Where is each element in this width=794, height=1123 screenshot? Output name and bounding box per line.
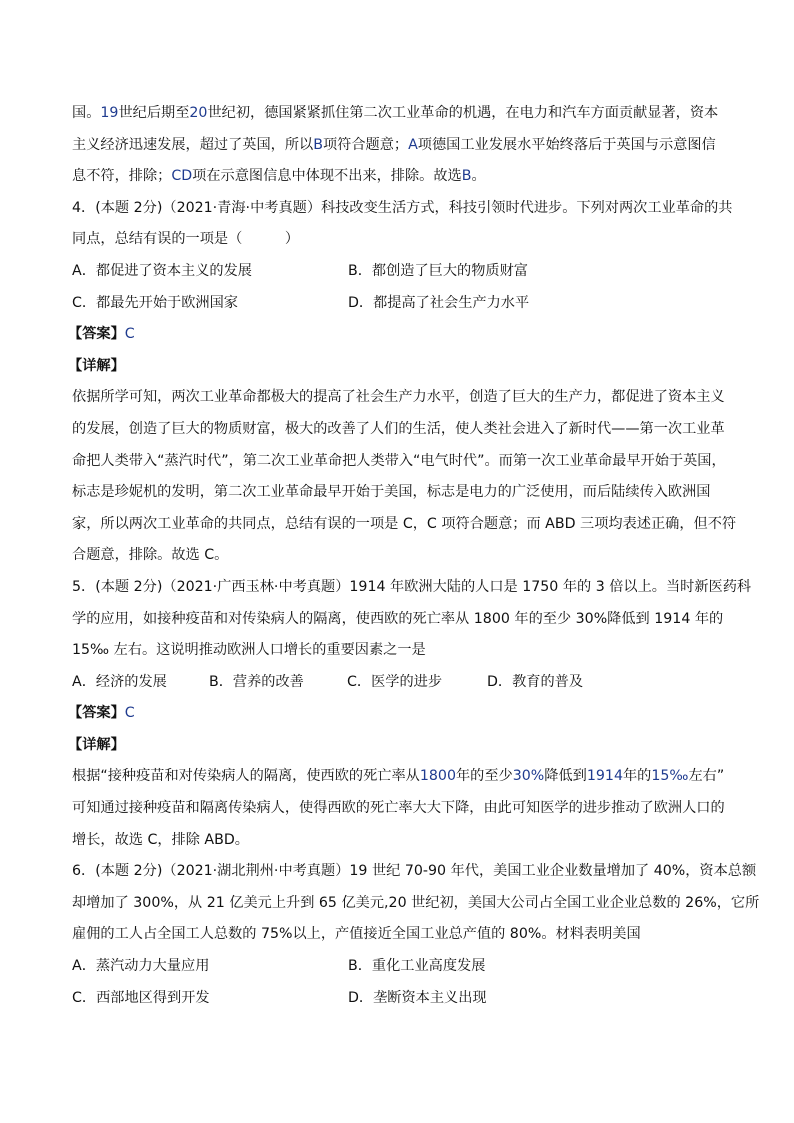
q4-stem-line-1: 4．(本题 2分)（2021·青海·中考真题）科技改变生活方式，科技引领时代进步。下列对两次工业革命的共	[72, 199, 733, 216]
text-run: 项在示意图信息中体现不出来，排除。故选	[192, 168, 462, 185]
q3-detail-line-2	[72, 130, 734, 162]
detail-tag: 【详解】	[68, 357, 125, 374]
text-run: 年的	[622, 768, 652, 785]
q4-options	[72, 256, 734, 319]
text-run: 国。	[72, 105, 101, 121]
q6-stem-line-2: 却增加了 300%，从 21 亿美元上升到 65 亿美元,20 世纪初，美国大公司占全国工业企业总数的 26%，它所	[72, 894, 760, 911]
q5-stem-line-1: 5．(本题 2分)（2021·广西玉林·中考真题）1914 年欧洲大陆的人口是 1750 年的 3 倍以上。当时新医药科	[72, 578, 752, 595]
text-run: 30%	[512, 768, 545, 785]
q4-option-d: D．都提高了社会生产力水平	[348, 294, 530, 311]
text-run: 降低到	[544, 768, 587, 785]
q6-option-a: A．蒸汽动力大量应用	[72, 958, 210, 975]
q5-stem-line-3: 15‰ 左右。这说明推动欧洲人口增长的重要因素之一是	[72, 642, 426, 659]
text-run: 世纪后期至	[118, 105, 190, 121]
q4-option-c: C．都最先开始于欧洲国家	[72, 294, 238, 311]
q6-stem-line-1: 6．(本题 2分)（2021·湖北荆州·中考真题）19 世纪 70-90 年代，美国工业企业数量增加了 40%，资本总额	[72, 863, 757, 880]
text-run: A	[408, 136, 418, 153]
q4-option-b: B．都创造了巨大的物质财富	[348, 262, 528, 279]
q6-option-c: C．西部地区得到开发	[72, 989, 210, 1006]
text-run: 左右”	[688, 768, 725, 785]
text-run: 1800	[419, 768, 456, 785]
q4-detail-line-2: 的发展，创造了巨大的物质财富，极大的改善了人们的生活，使人类社会进入了新时代——第一次工业革	[72, 420, 725, 437]
q6-options	[72, 951, 734, 1014]
detail-tag: 【详解】	[68, 736, 125, 753]
text-run: 项符合题意；	[322, 136, 409, 153]
q4-detail-line-3: 命把人类带入“蒸汽时代”，第二次工业革命把人类带入“电气时代”。而第一次工业革命最早开始于英国，	[72, 452, 726, 469]
q5-answer	[68, 698, 734, 730]
text-run: 20	[189, 105, 208, 121]
answer-tag: 【答案】	[68, 705, 125, 722]
q5-option-a: A．经济的发展	[72, 673, 167, 690]
answer-tag: 【答案】	[68, 326, 125, 343]
q5-options	[72, 667, 734, 699]
q4-detail-heading	[68, 351, 734, 383]
text-run: 主义经济迅速发展，超过了英国，所以	[72, 136, 314, 153]
q4-option-a: A．都促进了资本主义的发展	[72, 262, 252, 279]
q6-option-b: B．重化工业高度发展	[348, 958, 486, 975]
q4-stem-line-2: 同点，总结有误的一项是（ ）	[72, 231, 300, 248]
q4-detail-line-6: 合题意，排除。故选 C。	[72, 547, 229, 564]
q5-option-d: D．教育的普及	[487, 673, 584, 690]
q5-option-c: C．医学的进步	[347, 673, 443, 690]
text-run: 项德国工业发展水平始终落后于英国与示意图信	[417, 136, 716, 153]
text-run: 年的至少	[455, 768, 513, 785]
text-run: B	[461, 168, 472, 185]
q5-detail-line-2: 可知通过接种疫苗和隔离传染病人，使得西欧的死亡率大大下降，由此可知医学的进步推动了欧洲人口的	[72, 800, 725, 817]
text-run: 。	[471, 168, 486, 185]
q5-stem-line-2: 学的应用，如接种疫苗和对传染病人的隔离，使西欧的死亡率从 1800 年的至少 30%降低到 1914 年的	[72, 610, 724, 627]
answer-value: C	[124, 326, 135, 343]
text-run: 世纪初，德国紧紧抓住第二次工业革命的机遇，在电力和汽车方面贡献显著，资本	[207, 105, 719, 121]
q6-option-d: D．垄断资本主义出现	[348, 989, 487, 1006]
q5-detail-heading	[68, 730, 734, 762]
q3-detail-line-1	[72, 98, 734, 130]
q4-detail-line-5: 家，所以两次工业革命的共同点，总结有误的一项是 C，C 项符合题意；而 ABD 三项均表述正确，但不符	[72, 515, 737, 532]
text-run: B	[313, 136, 323, 153]
q5-detail-line-1	[72, 761, 734, 793]
q4-detail-line-4: 标志是珍妮机的发明，第二次工业革命最早开始于美国，标志是电力的广泛使用，而后陆续传入欧洲国	[72, 484, 711, 501]
text-run: 1914	[586, 768, 623, 785]
q3-detail-line-3	[72, 161, 734, 193]
text-run: 19	[100, 105, 119, 121]
answer-value: C	[124, 705, 135, 722]
text-run: 根据“接种疫苗和对传染病人的隔离，使西欧的死亡率从	[72, 768, 420, 785]
text-run: 息不符，排除；	[72, 168, 172, 185]
q5-detail-line-3: 增长，故选 C，排除 ABD。	[72, 831, 249, 848]
text-run: CD	[171, 168, 193, 185]
q5-option-b: B．营养的改善	[209, 673, 304, 690]
q6-stem-line-3: 雇佣的工人占全国工人总数的 75%以上，产值接近全国工业总产值的 80%。材料表明美国	[72, 926, 641, 943]
text-run: 15‰	[651, 768, 689, 785]
q4-answer	[68, 319, 734, 351]
q4-detail-line-1: 依据所学可知，两次工业革命都极大的提高了社会生产力水平，创造了巨大的生产力，都促进了资本主义	[72, 389, 725, 406]
